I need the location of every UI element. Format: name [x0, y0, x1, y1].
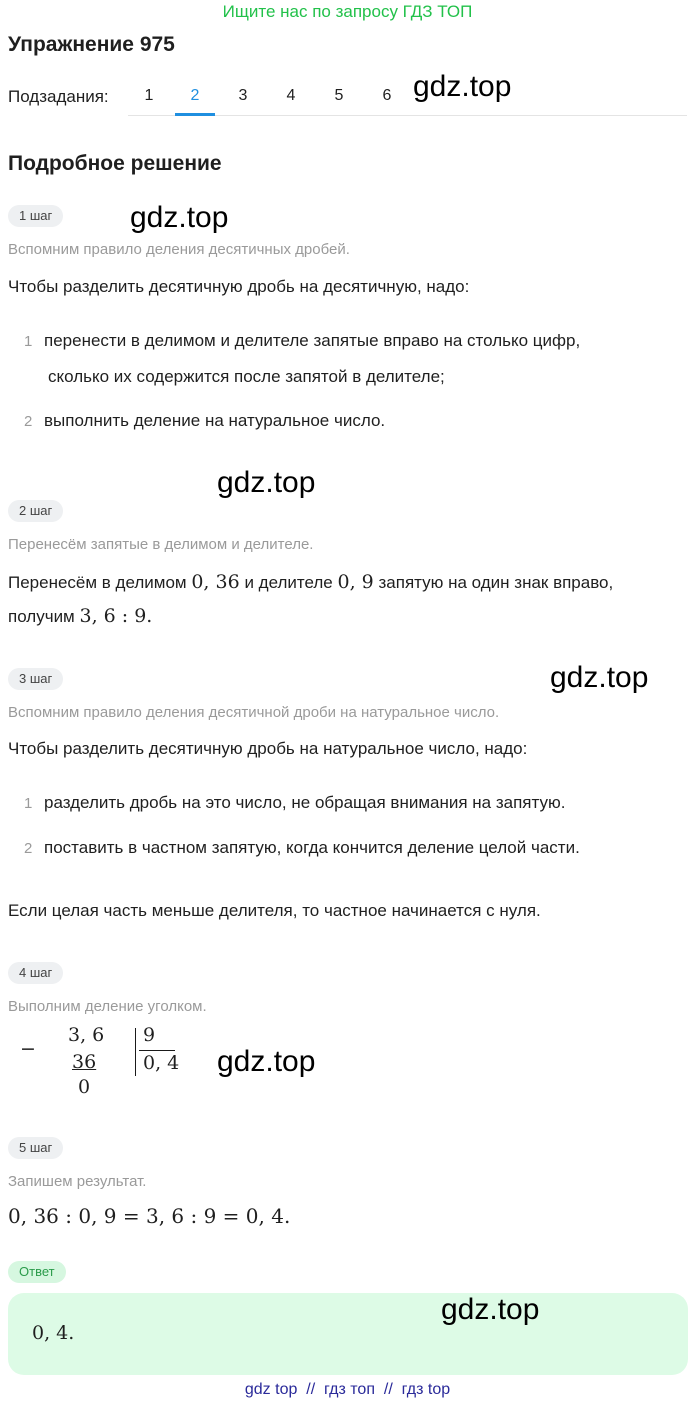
tab-subtask-5[interactable]: 5 [334, 87, 344, 104]
division-remainder: 0 [78, 1076, 91, 1098]
math-divisor: 0, 9 [337, 571, 374, 593]
watermark: gdz.top [130, 201, 229, 234]
list-item-continuation: сколько их содержится после запятой в делителе; [48, 367, 445, 386]
math-dividend: 0, 36 [191, 571, 240, 593]
text-fragment: и делителе [244, 573, 333, 592]
list-item: выполнить деление на натуральное число. [44, 411, 386, 430]
step-hint: Вспомним правило деления десятичных дробей. [8, 241, 350, 258]
division-bracket-vertical [135, 1028, 136, 1076]
step-hint: Вспомним правило деления десятичной дроби на натуральное число. [8, 704, 500, 721]
step-badge: 3 шаг [8, 668, 63, 690]
division-quotient: 0, 4 [143, 1052, 180, 1074]
step-note: Если целая часть меньше делителя, то частное начинается с нуля. [8, 901, 541, 920]
division-dividend: 3, 6 [68, 1024, 105, 1046]
math-expression: 3, 6 : 9. [79, 605, 153, 627]
list-item: поставить в частном запятую, когда кончится деление целой части. [44, 838, 580, 857]
watermark: gdz.top [217, 1045, 316, 1078]
watermark: gdz.top [550, 661, 649, 694]
page-title: Упражнение 975 [8, 33, 175, 56]
step-badge: 2 шаг [8, 500, 63, 522]
answer-badge: Ответ [8, 1261, 66, 1283]
watermark: gdz.top [441, 1293, 540, 1326]
footer-links[interactable]: gdz top // гдз топ // гдз top [244, 1381, 451, 1398]
step-text: Чтобы разделить десятичную дробь на натуральное число, надо: [8, 739, 528, 758]
text-fragment: запятую на один знак вправо, [378, 573, 614, 592]
tab-subtask-6[interactable]: 6 [382, 87, 392, 104]
list-number: 1 [24, 795, 33, 812]
active-tab-indicator [175, 113, 215, 116]
result-expression: 0, 36 : 0, 9 = 3, 6 : 9 = 0, 4. [8, 1204, 291, 1228]
step-badge: 4 шаг [8, 962, 63, 984]
tab-subtask-1[interactable]: 1 [144, 87, 154, 104]
answer-box [8, 1293, 688, 1375]
watermark: gdz.top [217, 466, 316, 499]
tab-subtask-3[interactable]: 3 [238, 87, 248, 104]
minus-sign: − [20, 1038, 36, 1060]
step-badge: 1 шаг [8, 205, 63, 227]
text-fragment: Перенесём в делимом [8, 573, 187, 592]
list-number: 2 [24, 413, 33, 430]
promo-banner[interactable]: Ищите нас по запросу ГДЗ ТОП [222, 2, 473, 21]
tab-subtask-4[interactable]: 4 [286, 87, 296, 104]
step-hint: Выполним деление уголком. [8, 998, 207, 1015]
step-text-line [8, 605, 152, 627]
list-item: разделить дробь на это число, не обращая внимания на запятую. [44, 793, 566, 812]
list-number: 1 [24, 333, 33, 350]
step-hint: Перенесём запятые в делимом и делителе. [8, 536, 314, 553]
list-number: 2 [24, 840, 33, 857]
step-text-line [8, 571, 613, 593]
step-text: Чтобы разделить десятичную дробь на десятичную, надо: [8, 277, 470, 296]
division-subtrahend: 36 [72, 1051, 97, 1073]
watermark: gdz.top [413, 70, 512, 103]
solution-heading: Подробное решение [8, 152, 222, 175]
tab-subtask-2[interactable]: 2 [190, 87, 200, 104]
division-divisor: 9 [143, 1024, 156, 1046]
step-hint: Запишем результат. [8, 1173, 147, 1190]
subtasks-label: Подзадания: [8, 87, 109, 106]
step-badge: 5 шаг [8, 1137, 63, 1159]
text-fragment: получим [8, 607, 75, 626]
division-bracket-horizontal [139, 1050, 175, 1051]
answer-value: 0, 4. [32, 1322, 75, 1344]
list-item: перенести в делимом и делителе запятые вправо на столько цифр, [44, 331, 581, 350]
